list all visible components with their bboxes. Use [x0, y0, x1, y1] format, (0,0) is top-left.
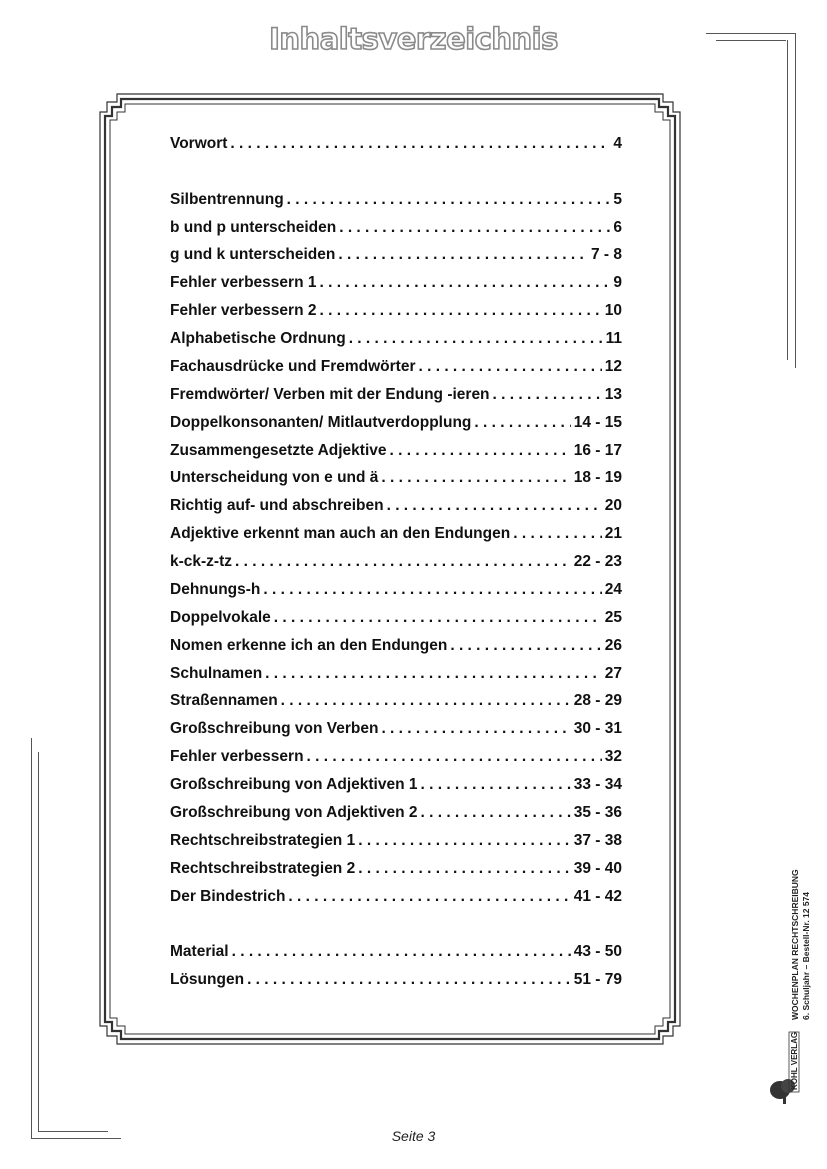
toc-entry: Rechtschreibstrategien 1 . . . 37 - 38	[170, 830, 622, 852]
toc-entry: Doppelvokale . . . 25	[170, 607, 622, 629]
logo-text: KOHL VERLAG	[790, 1031, 799, 1090]
toc-entry: Lösungen . . . 51 - 79	[170, 969, 622, 991]
page-title: Inhaltsverzeichnis	[269, 22, 558, 56]
toc-entry: g und k unterscheiden . . . 7 - 8	[170, 244, 622, 266]
publisher-logo	[768, 1030, 804, 1106]
toc-entry: Richtig auf- und abschreiben . . . 20	[170, 495, 622, 517]
toc-entry: Fehler verbessern . . . 32	[170, 746, 622, 768]
toc-entry: k-ck-z-tz . . . 22 - 23	[170, 551, 622, 573]
toc-entry: Doppelkonsonanten/ Mitlautverdopplung . . . 14 - 15	[170, 412, 622, 434]
toc-entry: Vorwort . . . 4	[170, 133, 622, 155]
toc-entry: Dehnungs-h . . . 24	[170, 579, 622, 601]
toc-entry: Großschreibung von Adjektiven 2 . . . 35 - 36	[170, 802, 622, 824]
side-order-number: 6. Schuljahr – Bestell-Nr. 12 574	[801, 891, 811, 1020]
toc-entry: Silbentrennung . . . 5	[170, 189, 622, 211]
toc-entry: Großschreibung von Adjektiven 1 . . . 33 - 34	[170, 774, 622, 796]
toc-entry: b und p unterscheiden . . . 6	[170, 217, 622, 239]
toc-entry: Nomen erkenne ich an den Endungen . . . 26	[170, 635, 622, 657]
publisher-side-label	[790, 820, 812, 1020]
toc-entry: Material . . . 43 - 50	[170, 941, 622, 963]
toc-entry: Großschreibung von Verben . . . 30 - 31	[170, 718, 622, 740]
toc-entry: Schulnamen . . . 27	[170, 663, 622, 685]
toc-entry: Fachausdrücke und Fremdwörter . . . 12	[170, 356, 622, 378]
page-number: Seite 3	[391, 1128, 436, 1144]
toc-entry: Fehler verbessern 1 . . . 9	[170, 272, 622, 294]
toc-entry: Alphabetische Ordnung . . . 11	[170, 328, 622, 350]
toc-entry: Fehler verbessern 2 . . . 10	[170, 300, 622, 322]
toc-entry: Unterscheidung von e und ä . . . 18 - 19	[170, 467, 622, 489]
toc-entry: Fremdwörter/ Verben mit der Endung -ieren . . . 13	[170, 384, 622, 406]
toc-entry: Der Bindestrich . . . 41 - 42	[170, 886, 622, 908]
side-series-title: WOCHENPLAN RECHTSCHREIBUNG	[790, 869, 800, 1020]
toc-entry: Straßennamen . . . 28 - 29	[170, 690, 622, 712]
toc-entry: Adjektive erkennt man auch an den Endungen . . . 21	[170, 523, 622, 545]
toc-entry: Zusammengesetzte Adjektive . . . 16 - 17	[170, 440, 622, 462]
toc-entry: Rechtschreibstrategien 2 . . . 39 - 40	[170, 858, 622, 880]
